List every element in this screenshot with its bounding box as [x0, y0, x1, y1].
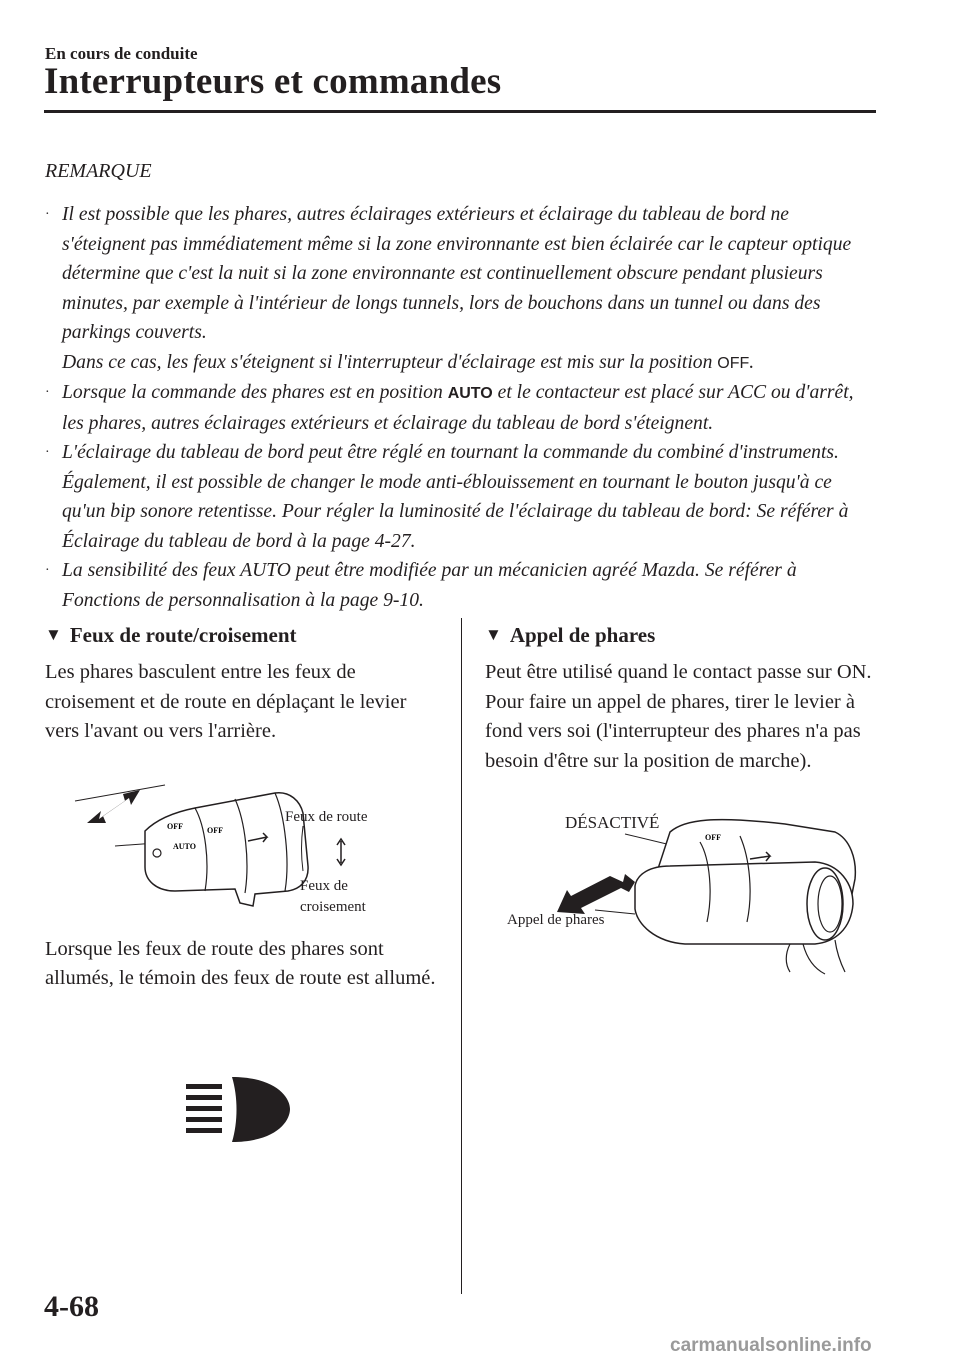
paragraph: Peut être utilisé quand le contact passe sur ON. — [485, 661, 872, 683]
low-beam-label: croisement — [300, 898, 366, 915]
triangle-down-icon: ▼ — [485, 625, 502, 644]
flash-lever-figure — [485, 804, 885, 984]
bullet-dot: · — [45, 207, 50, 222]
key-off: OFF — [717, 354, 750, 372]
bullet-dot: · — [45, 385, 50, 400]
remark-bullet — [45, 378, 875, 438]
remark-text: Il est possible que les phares, autres éclairages extérieurs et éclairage du tableau de bord ne s'éteignent pas immédiatement même si la zone environnante est bien éclairée car le capteur optique détermine que c'est la nuit si la zone environnante est continuellement obscure pendant plusieurs minutes, par exemple à l'intérieur de longs tunnels, lors de bouchons dans un tunnel ou dans des parkings couverts. — [62, 204, 852, 343]
paragraph: Lorsque les feux de route des phares sont allumés, le témoin des feux de route est allumé. — [45, 937, 436, 989]
title-rule — [44, 110, 876, 113]
remark-bullet — [45, 556, 875, 615]
switch-off-label: OFF — [167, 821, 183, 831]
flash-label: Appel de phares — [507, 912, 605, 928]
left-column — [45, 618, 437, 1152]
bullet-dot: · — [45, 445, 50, 460]
switch-auto-label: AUTO — [173, 841, 196, 851]
remark-list — [45, 200, 875, 615]
remark-bullet — [45, 200, 875, 378]
remark-text: Dans ce cas, les feux s'éteignent si l'interrupteur d'éclairage est mis sur la position — [62, 351, 718, 373]
column-divider — [461, 618, 462, 1294]
subsection-title: Feux de route/croisement — [69, 622, 297, 647]
paragraph: Pour faire un appel de phares, tirer le levier à fond vers soi (l'interrupteur des phares n'a pas besoin d'être sur la position de marche). — [485, 690, 861, 772]
high-beam-label: Feux de route — [285, 808, 368, 825]
double-arrow-icon — [87, 790, 140, 823]
remark-text: Lorsque la commande des phares est en position — [62, 382, 448, 403]
remark-text: et le contacteur est placé sur ACC ou d'arrêt, les phares, autres éclairages extérieurs et éclairage du tableau de bord s'éteignent. — [62, 382, 854, 434]
off-label: DÉSACTIVÉ — [565, 813, 660, 832]
bullet-dot: · — [45, 563, 50, 578]
remark-heading: REMARQUE — [45, 160, 152, 182]
arrow-left-icon — [557, 874, 635, 914]
triangle-down-icon: ▼ — [45, 625, 62, 644]
remark-text: L'éclairage du tableau de bord peut être réglé en tournant la commande du combiné d'instruments. Également, il est possible de changer le mode anti-éblouissement en tournant le bouton jusqu'à ce qu'un bip sonore retentisse. Pour régler la luminosité de l'éclairage du tableau de bord: Se référer à Éclairage du tableau de bord à la page 4-27. — [62, 442, 849, 552]
remark-bullet — [45, 438, 875, 556]
switch-off-label: OFF — [207, 825, 223, 835]
remark-text: La sensibilité des feux AUTO peut être modifiée par un mécanicien agréé Mazda. Se référer à Fonctions de personnalisation à la page 9-10. — [62, 560, 797, 611]
subsection-heading — [45, 618, 437, 652]
page-title: Interrupteurs et commandes — [44, 61, 502, 102]
section-label: En cours de conduite — [45, 44, 198, 63]
key-auto: AUTO — [447, 385, 493, 402]
headlight-lever-figure — [45, 771, 437, 921]
page-number: 4-68 — [44, 1290, 99, 1323]
up-down-arrow-icon — [337, 839, 345, 865]
high-beam-icon — [180, 1072, 300, 1152]
subsection-title: Appel de phares — [509, 622, 656, 647]
remark-text: . — [749, 351, 755, 373]
subsection-heading — [485, 618, 885, 652]
switch-off-label: OFF — [705, 833, 721, 842]
right-column — [485, 618, 885, 984]
low-beam-label: Feux de — [300, 877, 348, 894]
paragraph: Les phares basculent entre les feux de croisement et de route en déplaçant le levier vers l'avant ou vers l'arrière. — [45, 661, 407, 742]
watermark: carmanualsonline.info — [670, 1335, 872, 1356]
